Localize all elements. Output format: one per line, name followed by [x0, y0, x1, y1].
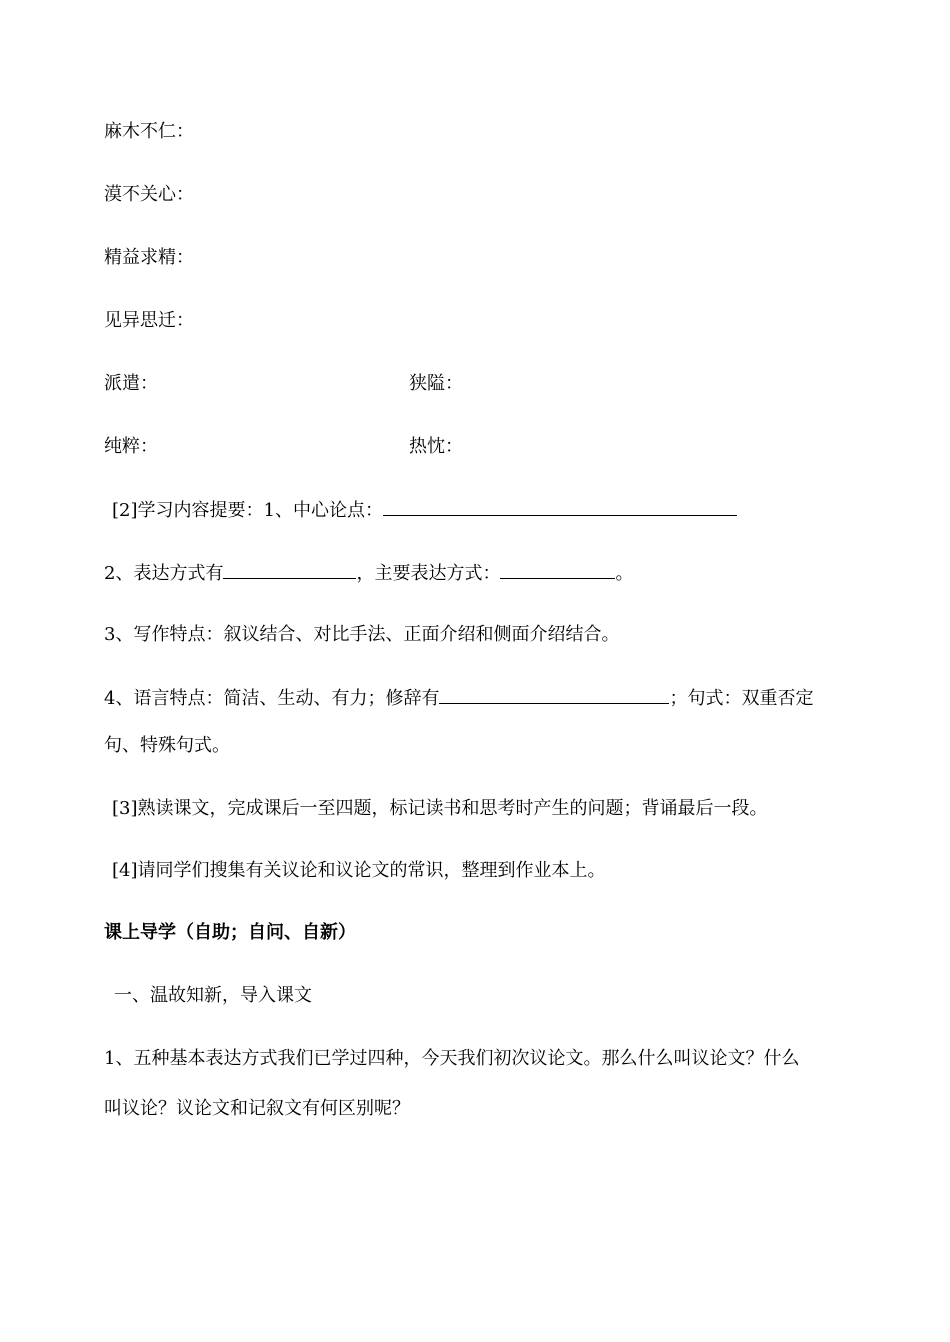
central-argument-blank[interactable] [383, 497, 737, 516]
sentence-pattern-label: ；句式：双重否定 [669, 688, 814, 709]
period-mark: 。 [615, 563, 634, 584]
language-features-line [104, 685, 813, 709]
main-expression-label: ，主要表达方式： [356, 563, 501, 584]
language-features-label: 4、语言特点：简洁、生动、有力；修辞有 [104, 688, 440, 709]
vocab-rechen: 热忱： [409, 436, 463, 457]
vocab-xiaai: 狭隘： [409, 373, 463, 394]
research-task-line: [4]请同学们搜集有关议论和议论文的常识，整理到作业本上。 [112, 860, 606, 881]
writing-features-line: 3、写作特点：叙议结合、对比手法、正面介绍和侧面介绍结合。 [104, 624, 620, 645]
vocab-chuncui: 纯粹： [104, 436, 158, 457]
content-summary-line [112, 497, 737, 521]
expression-methods-label: 2、表达方式有 [104, 563, 224, 584]
vocab-paiqian: 派遣： [104, 373, 158, 394]
vocab-mamu-buren: 麻木不仁： [104, 121, 194, 142]
vocab-jianyi-siqian: 见异思迁： [104, 310, 194, 331]
rhetoric-blank[interactable] [439, 685, 669, 704]
reading-task-line: [3]熟读课文，完成课后一至四题，标记读书和思考时产生的问题；背诵最后一段。 [112, 798, 768, 819]
vocab-jingyi-qiujing: 精益求精： [104, 247, 194, 268]
expression-methods-line [104, 560, 633, 584]
expression-methods-blank[interactable] [223, 560, 356, 579]
vocab-mobu-guanxin: 漠不关心： [104, 184, 194, 205]
content-summary-label: [2]学习内容提要：1、中心论点： [112, 500, 383, 521]
section-heading: 课上导学（自助；自问、自新） [104, 922, 356, 943]
question-1-line-1: 1、五种基本表达方式我们已学过四种，今天我们初次议论文。那么什么叫议论文？什么 [104, 1048, 800, 1069]
main-expression-blank[interactable] [500, 560, 615, 579]
language-features-continuation: 句、特殊句式。 [104, 735, 230, 756]
subsection-title: 一、温故知新，导入课文 [114, 985, 312, 1006]
question-1-line-2: 叫议论？议论文和记叙文有何区别呢？ [104, 1098, 410, 1119]
